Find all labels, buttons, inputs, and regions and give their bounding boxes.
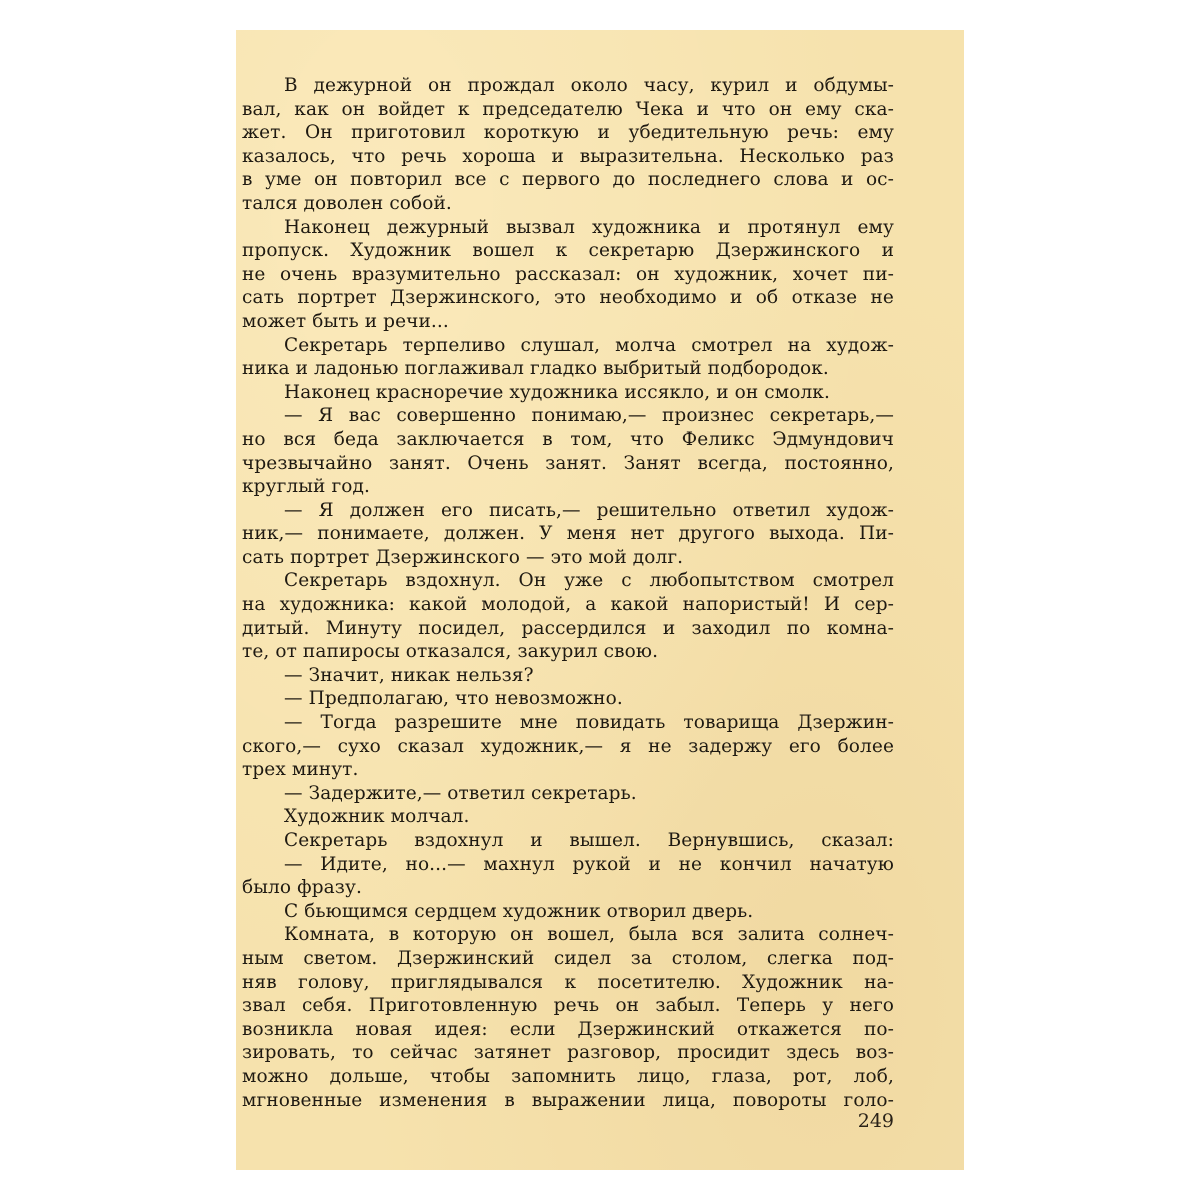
text-line: няв голову, приглядывался к посетителю. Художник на-: [242, 971, 894, 993]
text-line: было фразу.: [242, 877, 362, 899]
text-line: трех минут.: [242, 759, 359, 781]
text-line: можно дольше, чтобы запомнить лицо, глаза, рот, лоб,: [242, 1065, 894, 1087]
text-line: — Идите, но...— махнул рукой и не кончил начатую: [284, 853, 894, 875]
text-line: те, от папиросы отказался, закурил свою.: [242, 641, 659, 663]
text-line: но вся беда заключается в том, что Феликс Эдмундович: [242, 428, 894, 450]
text-line: может быть и речи...: [242, 310, 449, 332]
text-line: Художник молчал.: [284, 806, 470, 828]
text-line: — Я вас совершенно понимаю,— произнес секретарь,—: [284, 405, 894, 427]
text-line: казалось, что речь хороша и выразительна. Несколько раз: [242, 145, 894, 167]
text-line: чрезвычайно занят. Очень занят. Занят всегда, постоянно,: [242, 452, 894, 474]
text-line: Наконец красноречие художника иссякло, и он смолк.: [284, 381, 830, 403]
text-line: — Значит, никак нельзя?: [284, 664, 534, 686]
text-line: — Задержите,— ответил секретарь.: [284, 782, 637, 804]
text-line: Секретарь терпеливо слушал, молча смотрел на худож-: [284, 334, 894, 356]
text-line: ным светом. Дзержинский сидел за столом, слегка под-: [242, 947, 894, 969]
text-line: В дежурной он прождал около часу, курил и обдумы-: [284, 75, 894, 96]
text-line: — Предполагаю, что невозможно.: [284, 688, 623, 710]
text-line: зировать, то сейчас затянет разговор, просидит здесь воз-: [242, 1042, 894, 1064]
text-line: пропуск. Художник вошел к секретарю Дзержинского и: [242, 240, 894, 262]
text-line: дитый. Минуту посидел, рассердился и заходил по комна-: [242, 617, 894, 639]
text-line: — Я должен его писать,— решительно ответил худож-: [284, 499, 894, 521]
text-line: ник,— понимаете, должен. У меня нет другого выхода. Пи-: [242, 523, 894, 545]
text-line: возникла новая идея: если Дзержинский откажется по-: [242, 1018, 894, 1040]
text-line: Комната, в которую он вошел, была вся залита солнеч-: [284, 924, 894, 946]
text-line: ника и ладонью поглаживал гладко выбритый подбородок.: [242, 358, 829, 380]
text-line: сать портрет Дзержинского, это необходимо и об отказе не: [242, 287, 894, 309]
page-number: 249: [857, 1110, 894, 1132]
body-text: [242, 74, 894, 1112]
text-line: вал, как он войдет к председателю Чека и что он ему ска-: [242, 98, 894, 120]
text-line: тался доволен собой.: [242, 192, 452, 214]
text-line: — Тогда разрешите мне повидать товарища Дзержин-: [284, 712, 894, 734]
text-line: на художника: какой молодой, а какой напористый! И сер-: [242, 594, 894, 616]
text-line: жет. Он приготовил короткую и убедительную речь: ему: [242, 122, 894, 144]
text-line: круглый год.: [242, 476, 370, 498]
text-line: ского,— сухо сказал художник,— я не задержу его более: [242, 735, 894, 757]
text-line: не очень вразумительно рассказал: он художник, хочет пи-: [242, 263, 894, 285]
text-line: звал себя. Приготовленную речь он забыл. Теперь у него: [242, 995, 894, 1017]
text-line: Наконец дежурный вызвал художника и протянул ему: [284, 216, 894, 238]
text-line: Секретарь вздохнул. Он уже с любопытством смотрел: [284, 570, 894, 592]
text-line: Секретарь вздохнул и вышел. Вернувшись, сказал:: [284, 830, 894, 851]
text-line: в уме он повторил все с первого до последнего слова и ос-: [242, 169, 894, 191]
text-line: С бьющимся сердцем художник отворил дверь.: [284, 900, 754, 922]
book-page: [236, 30, 964, 1170]
text-line: мгновенные изменения в выражении лица, повороты голо-: [242, 1089, 894, 1111]
text-line: сать портрет Дзержинского — это мой долг.: [242, 546, 684, 568]
